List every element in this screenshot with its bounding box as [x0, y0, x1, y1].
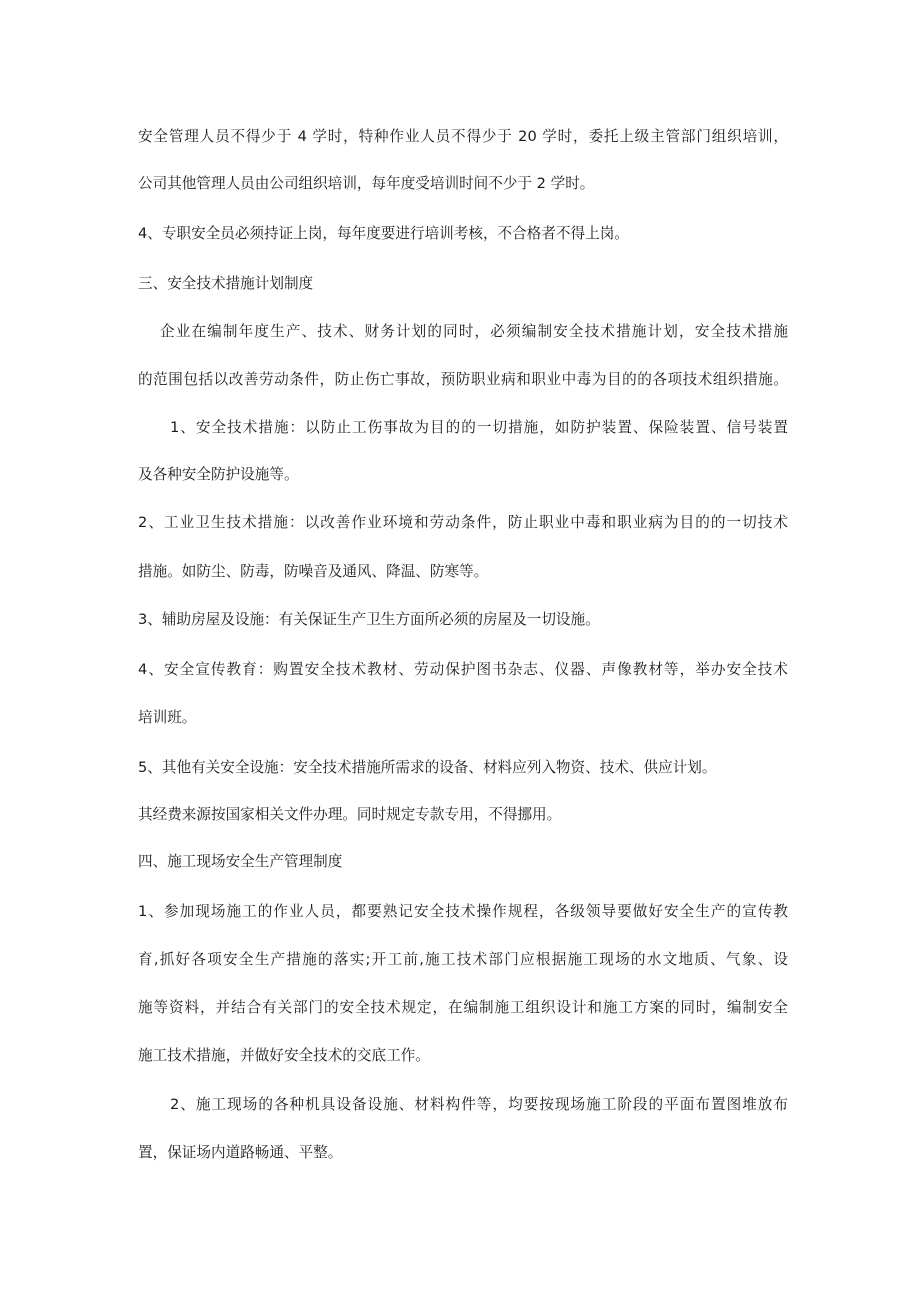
paragraph-line: 安全管理人员不得少于 4 学时，特种作业人员不得少于 20 学时，委托上级主管部门组织培训，	[138, 128, 788, 145]
list-item-line: 5、其他有关安全设施：安全技术措施所需求的设备、材料应列入物资、技术、供应计划。	[138, 759, 717, 776]
list-item-line: 施等资料，并结合有关部门的安全技术规定，在编制施工组织设计和施工方案的同时，编制安全	[138, 999, 788, 1016]
list-item-line: 4、安全宣传教育：购置安全技术教材、劳动保护图书杂志、仪器、声像教材等，举办安全技术	[138, 661, 788, 678]
list-item-line: 2、工业卫生技术措施：以改善作业环境和劳动条件，防止职业中毒和职业病为目的的一切技术	[138, 514, 788, 531]
list-item-line: 4、专职安全员必须持证上岗，每年度要进行培训考核，不合格者不得上岗。	[138, 225, 629, 242]
section-heading: 四、施工现场安全生产管理制度	[138, 853, 343, 870]
list-item-line: 培训班。	[138, 709, 197, 726]
list-item-line: 施工技术措施，并做好安全技术的交底工作。	[138, 1047, 430, 1064]
list-item-line: 1、安全技术措施：以防止工伤事故为目的的一切措施，如防护装置、保险装置、信号装置	[170, 419, 788, 436]
list-item-line: 育,抓好各项安全生产措施的落实;开工前,施工技术部门应根据施工现场的水文地质、气象、设	[138, 951, 788, 968]
list-item-line: 1、参加现场施工的作业人员，都要熟记安全技术操作规程，各级领导要做好安全生产的宣传教	[138, 903, 788, 920]
paragraph-line: 公司其他管理人员由公司组织培训，每年度受培训时间不少于 2 学时。	[138, 175, 595, 192]
list-item-line: 置，保证场内道路畅通、平整。	[138, 1144, 343, 1161]
list-item-line: 及各种安全防护设施等。	[138, 466, 299, 483]
section-heading: 三、安全技术措施计划制度	[138, 275, 314, 292]
paragraph-line: 企业在编制年度生产、技术、财务计划的同时，必须编制安全技术措施计划，安全技术措施	[160, 323, 788, 340]
paragraph-line: 的范围包括以改善劳动条件，防止伤亡事故，预防职业病和职业中毒为目的的各项技术组织措施。	[138, 371, 788, 388]
paragraph-line: 其经费来源按国家相关文件办理。同时规定专款专用，不得挪用。	[138, 806, 562, 823]
list-item-line: 2、施工现场的各种机具设备设施、材料构件等，均要按现场施工阶段的平面布置图堆放布	[170, 1096, 788, 1113]
list-item-line: 3、辅助房屋及设施：有关保证生产卫生方面所必须的房屋及一切设施。	[138, 611, 600, 628]
list-item-line: 措施。如防尘、防毒，防噪音及通风、降温、防寒等。	[138, 563, 489, 580]
